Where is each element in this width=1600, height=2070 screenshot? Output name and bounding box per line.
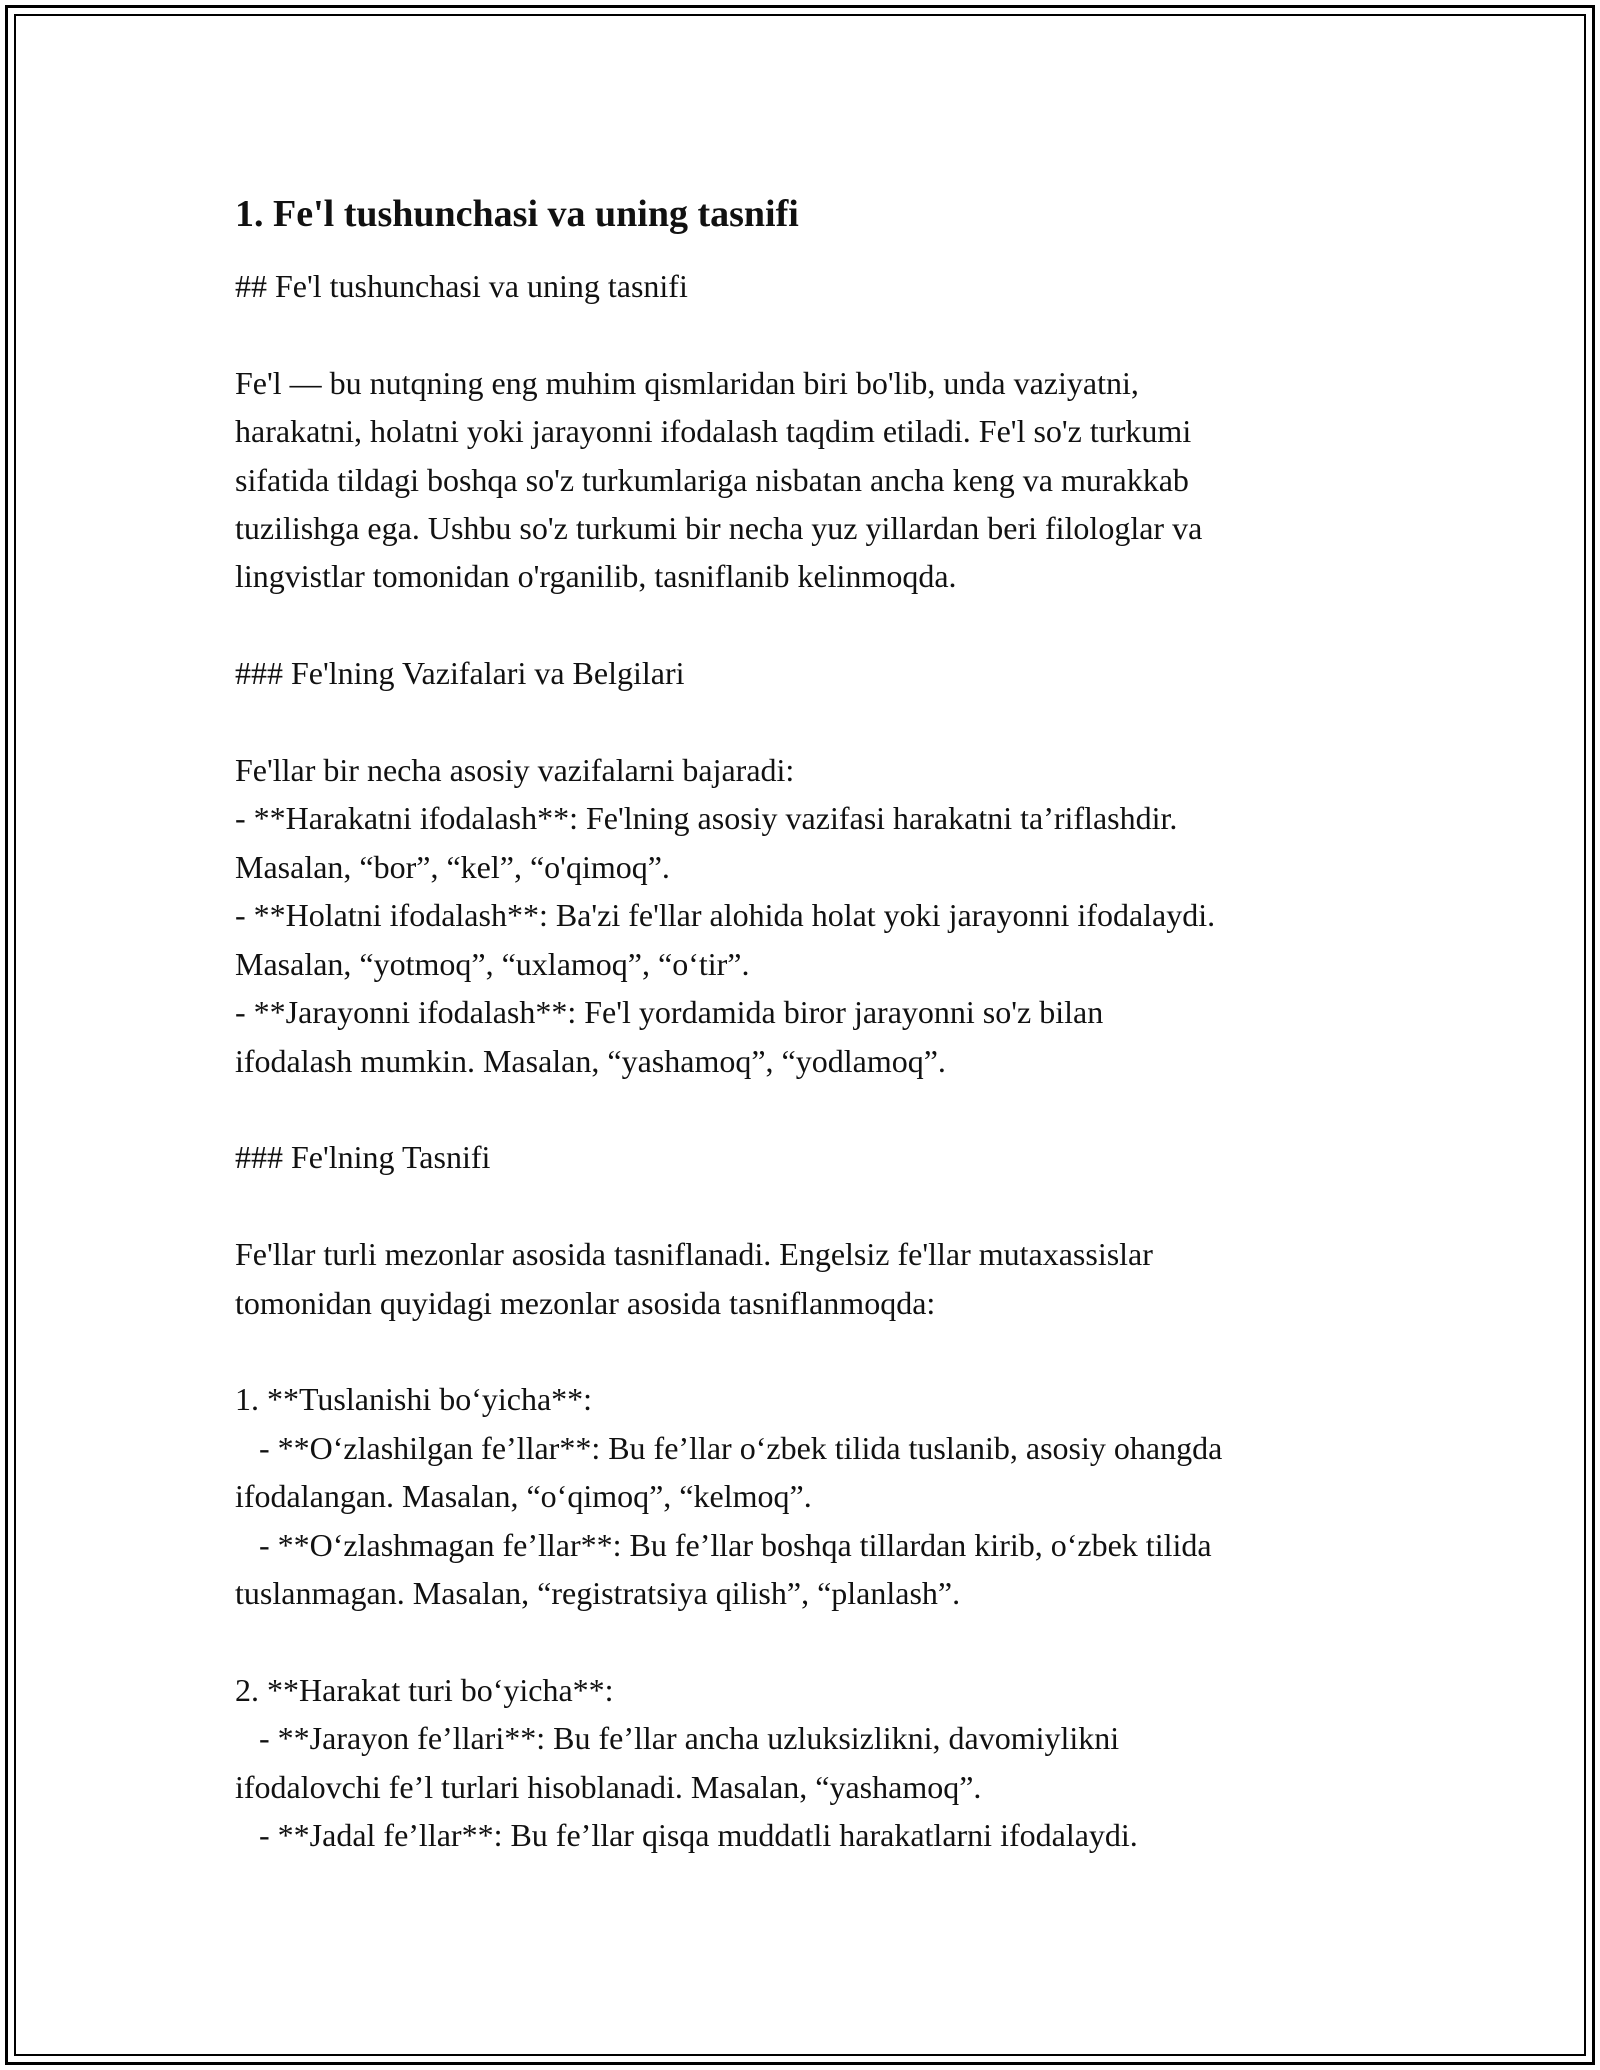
document-content [235,186,1385,1859]
document-body: ## Fe'l tushunchasi va uning tasnifi Fe'l — bu nutqning eng muhim qismlaridan biri bo'lib, unda vaziyatni, harakatni, holatni yoki jarayonni ifodalash taqdim etiladi. Fe'l so'z turkumi sifatida tildagi boshqa so'z turkumlariga nisbatan ancha keng va murakkab tuzilishga ega. Ushbu so'z turkumi bir necha yuz yillardan beri filologlar va lingvistlar tomonidan o'rganilib, tasniflanib kelinmoqda. ### Fe'lning Vazifalari va Belgilari Fe'llar bir necha asosiy vazifalarni bajaradi: - **Harakatni ifodalash**: Fe'lning asosiy vazifasi harakatni ta’riflashdir. Masalan, “bor”, “kel”, “o'qimoq”. - **Holatni ifodalash**: Ba'zi fe'llar alohida holat yoki jarayonni ifodalaydi. Masalan, “yotmoq”, “uxlamoq”, “o‘tir”. - **Jarayonni ifodalash**: Fe'l yordamida biror jarayonni so'z bilan ifodalash mumkin. Masalan, “yashamoq”, “yodlamoq”. ### Fe'lning Tasnifi Fe'llar turli mezonlar asosida tasniflanadi. Engelsiz fe'llar mutaxassislar tomonidan quyidagi mezonlar asosida tasniflanmoqda: 1. **Tuslanishi bo‘yicha**: - **O‘zlashilgan fe’llar**: Bu fe’llar o‘zbek tilida tuslanib, asosiy ohangda ifodalangan. Masalan, “o‘qimoq”, “kelmoq”. - **O‘zlashmagan fe’llar**: Bu fe’llar boshqa tillardan kirib, o‘zbek tilida tuslanmagan. Masalan, “registratsiya qilish”, “planlash”. 2. **Harakat turi bo‘yicha**: - **Jarayon fe’llari**: Bu fe’llar ancha uzluksizlikni, davomiylikni ifodalovchi fe’l turlari hisoblanadi. Masalan, “yashamoq”. - **Jadal fe’llar**: Bu fe’llar qisqa muddatli harakatlarni ifodalaydi. [235,268,1223,1853]
document-title: 1. Fe'l tushunchasi va uning tasnifi [235,193,799,235]
